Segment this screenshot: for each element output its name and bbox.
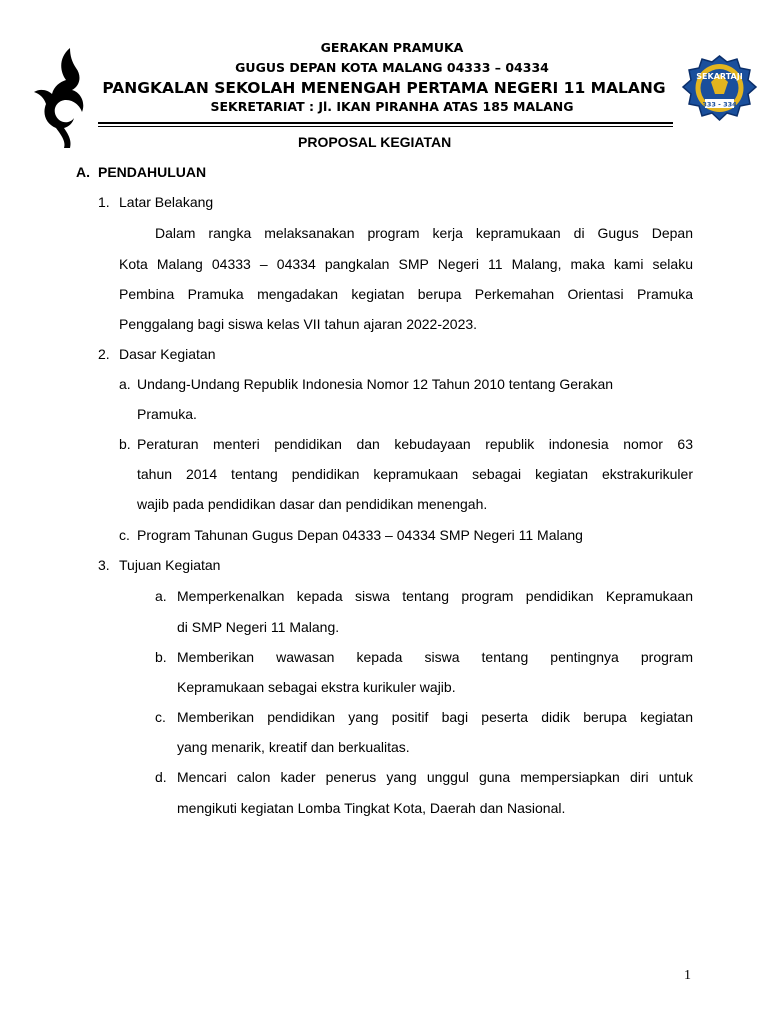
header-rule-thick	[98, 122, 673, 124]
list-label: b.	[155, 649, 167, 665]
paragraph-line: Penggalang bagi siswa kelas VII tahun ajaran 2022-2023.	[119, 316, 478, 332]
paragraph-line: Dalam rangka melaksanakan program kerja kepramukaan di Gugus Depan	[155, 225, 693, 241]
item-1-heading: Latar Belakang	[119, 194, 214, 210]
list-label: c.	[119, 527, 130, 543]
item-3-heading: Tujuan Kegiatan	[119, 557, 221, 573]
item-3-number: 3.	[98, 557, 110, 573]
section-a-label: A.	[76, 164, 90, 180]
list-item-line: tahun 2014 tentang pendidikan kepramukaan sebagai kegiatan ekstrakurikuler	[137, 466, 693, 482]
item-2-number: 2.	[98, 346, 110, 362]
list-item-line: Memperkenalkan kepada siswa tentang program pendidikan Kepramukaan	[177, 588, 693, 604]
document-title: PROPOSAL KEGIATAN	[298, 134, 452, 150]
header-school-name: PANGKALAN SEKOLAH MENENGAH PERTAMA NEGERI 11 MALANG	[102, 79, 666, 97]
list-item-line: Memberikan pendidikan yang positif bagi peserta didik berupa kegiatan	[177, 709, 693, 725]
item-1-number: 1.	[98, 194, 110, 210]
badge-bottom-text: 333 - 334	[702, 100, 737, 109]
list-item-line: Memberikan wawasan kepada siswa tentang pentingnya program	[177, 649, 693, 665]
page-number: 1	[684, 968, 691, 983]
header-gugus-depan: GUGUS DEPAN KOTA MALANG 04333 – 04334	[235, 60, 549, 75]
list-item-line: Kepramukaan sebagai ekstra kurikuler wajib.	[177, 679, 456, 695]
header-organization: GERAKAN PRAMUKA	[320, 40, 464, 55]
header-rule-thin	[98, 126, 673, 127]
paragraph-line: Kota Malang 04333 – 04334 pangkalan SMP Negeri 11 Malang, maka kami selaku	[119, 256, 693, 272]
list-item-line: mengikuti kegiatan Lomba Tingkat Kota, Daerah dan Nasional.	[177, 800, 566, 816]
item-2-heading: Dasar Kegiatan	[119, 346, 216, 362]
list-item-line: Pramuka.	[137, 406, 197, 422]
list-label: c.	[155, 709, 166, 725]
list-item-line: Program Tahunan Gugus Depan 04333 – 04334 SMP Negeri 11 Malang	[137, 527, 583, 543]
badge-top-text: SEKARTAJI	[696, 72, 743, 81]
list-item-line: Mencari calon kader penerus yang unggul guna mempersiapkan diri untuk	[177, 769, 693, 785]
section-a-heading: PENDAHULUAN	[98, 164, 207, 180]
list-item-line: di SMP Negeri 11 Malang.	[177, 619, 340, 635]
list-item-line: Undang-Undang Republik Indonesia Nomor 12 Tahun 2010 tentang Gerakan	[137, 376, 614, 392]
list-label: b.	[119, 436, 131, 452]
header-address: SEKRETARIAT : Jl. IKAN PIRANHA ATAS 185 MALANG	[210, 99, 574, 114]
list-label: d.	[155, 769, 167, 785]
list-item-line: yang menarik, kreatif dan berkualitas.	[177, 739, 410, 755]
list-item-line: wajib pada pendidikan dasar dan pendidikan menengah.	[137, 496, 488, 512]
sekartaji-badge-icon	[681, 54, 758, 123]
list-label: a.	[155, 588, 167, 604]
list-label: a.	[119, 376, 131, 392]
list-item-line: Peraturan menteri pendidikan dan kebudayaan republik indonesia nomor 63	[137, 436, 693, 452]
paragraph-line: Pembina Pramuka mengadakan kegiatan berupa Perkemahan Orientasi Pramuka	[119, 286, 693, 302]
